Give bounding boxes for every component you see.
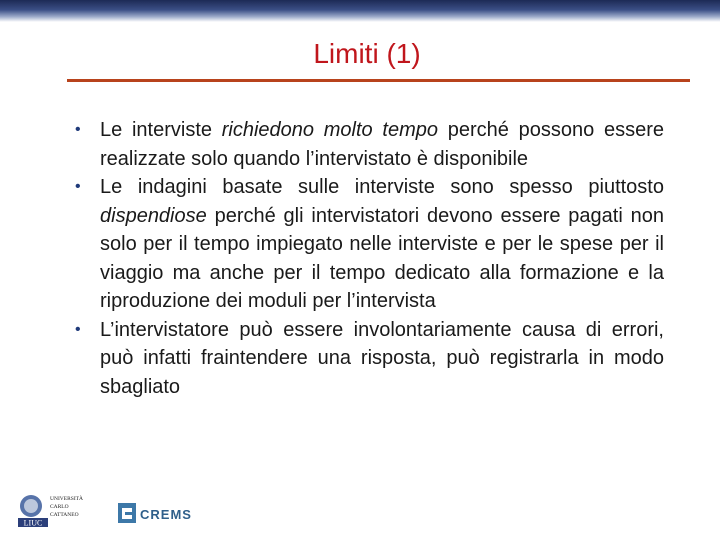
bullet-marker: • <box>75 178 81 195</box>
svg-text:LIUC: LIUC <box>23 518 43 528</box>
bullet-item-1 <box>70 116 664 173</box>
title-underline <box>67 79 690 82</box>
crems-logo-text: CREMS <box>140 507 192 522</box>
bullet-marker: • <box>75 320 81 338</box>
bullet-marker: • <box>75 121 81 138</box>
slide-title: Limiti (1) <box>313 38 421 69</box>
logo-text-line: CARLO <box>50 504 69 510</box>
logo-text-line: CATTANEO <box>50 512 79 518</box>
top-gradient-band <box>0 0 720 22</box>
logo-text-line: UNIVERSITÀ <box>50 496 83 502</box>
bullet-text-italic: richiedono molto tempo <box>221 119 438 141</box>
bullet-text-italic: dispendiose <box>100 204 207 227</box>
bullet-list <box>70 116 664 401</box>
bullet-text-part: perché possono essere realizzate solo quando l’intervistato è disponibile <box>100 119 665 170</box>
bullet-item-3 <box>70 316 664 402</box>
bullet-text-part: L’intervistatore può essere involontariamente causa di errori, può infatti fraintendere una risposta, può registrarla in modo sbagliato <box>100 318 664 398</box>
bullet-text-part: Le interviste <box>100 119 222 141</box>
bullet-text-part: perché gli intervistatori devono essere pagati non solo per il tempo impiegato nelle interviste e per le spese per il viaggio ma anche per il tempo dedicato alla formazione e la riproduzione dei moduli per l’intervista <box>100 204 664 312</box>
bullet-item-2 <box>70 173 664 316</box>
university-logo-text <box>50 495 88 519</box>
bullet-text-part: Le indagini basate sulle interviste sono spesso piuttosto <box>100 176 664 198</box>
